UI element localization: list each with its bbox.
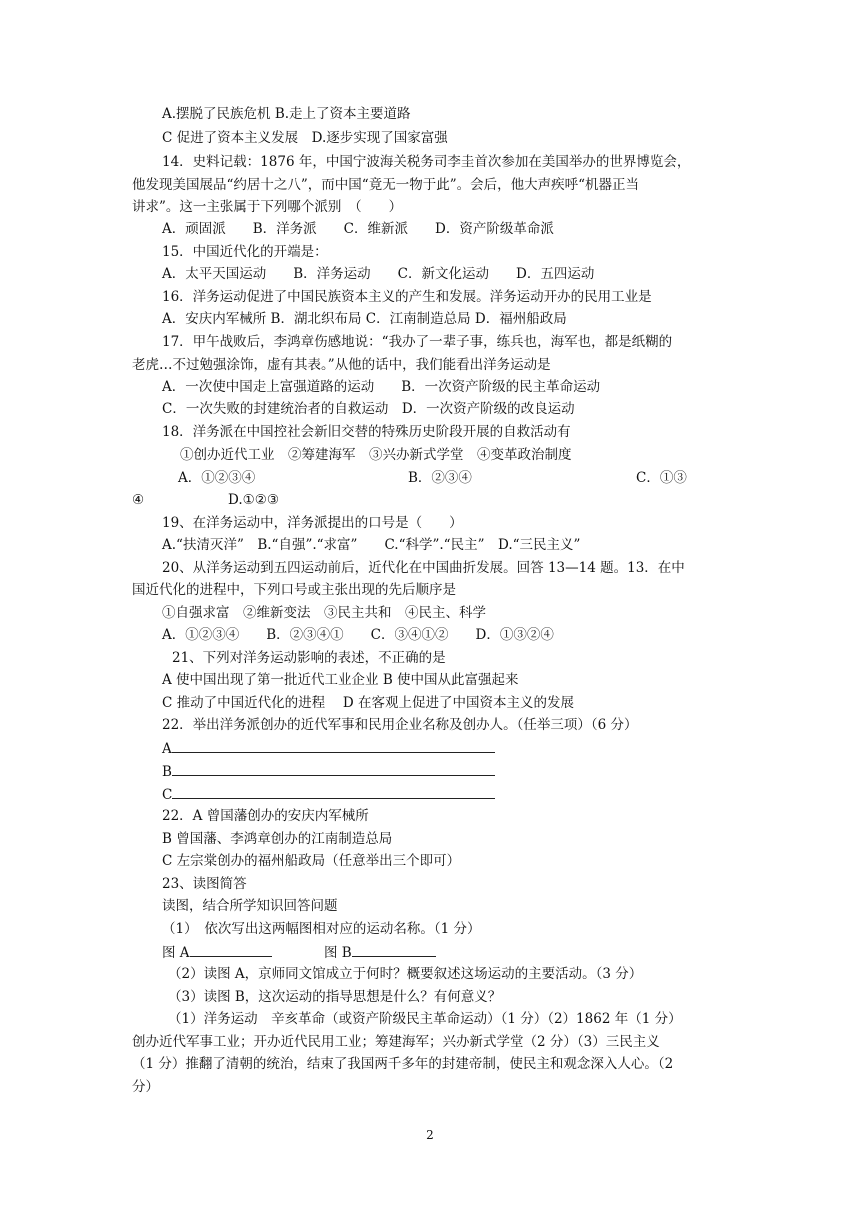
answer-blank-line xyxy=(190,942,272,957)
q18-option-a: A．①②③④ xyxy=(178,470,256,486)
q23-sub1: （1） 依次写出这两幅图相对应的运动名称。（1 分） xyxy=(162,921,481,937)
page-number: 2 xyxy=(426,1128,434,1142)
q13-options-cd: C 促进了资本主义发展 D.逐步实现了国家富强 xyxy=(162,130,448,146)
q22-answer-b: B 曾国藩、李鸿章创办的江南制造总局 xyxy=(162,831,393,847)
q14-line-3: 讲求”。这一主张属于下列哪个派别 （ ） xyxy=(132,199,403,215)
q14-line-2: 他发现美国展品“约居十之八”，而中国“竟无一物于此”。会后，他大声疾呼“机器正当 xyxy=(132,177,640,193)
q19-options: A.“扶清灭洋” B.“自强”.“求富” C.“科学”.“民主” D.“三民主义” xyxy=(162,537,581,553)
q21-stem: 21、下列对洋务运动影响的表述，不正确的是 xyxy=(172,650,446,666)
q22-blank-a: A xyxy=(162,738,495,759)
q17-options-cd: C．一次失败的封建统治者的自救运动 D．一次资产阶级的改良运动 xyxy=(162,401,575,417)
q23-figure-b-blank: 图 B xyxy=(324,942,436,963)
q18-option-c: C．①③ xyxy=(636,470,687,486)
q16-options: A．安庆内军械所 B．湖北织布局 C．江南制造总局 D．福州船政局 xyxy=(162,311,567,327)
q23-answer-line-2: 创办近代军事工业；开办近代民用工业；筹建海军；兴办新式学堂（2 分）（3）三民主义 xyxy=(132,1034,660,1050)
q18-option-c-wrap: ④ xyxy=(132,492,145,508)
q23-answer-line-4: 分） xyxy=(132,1079,159,1095)
q15-stem: 15．中国近代化的开端是： xyxy=(162,244,328,260)
q22-blank-b: B xyxy=(162,761,495,782)
q13-options-ab: A.摆脱了民族危机 B.走上了资本主要道路 xyxy=(162,106,411,122)
q22-answer-c: C 左宗棠创办的福州船政局（任意举出三个即可） xyxy=(162,853,461,869)
q23-answer-line-1: （1）洋务运动 辛亥革命（或资产阶级民主革命运动）（1 分）（2）1862 年（1 分） xyxy=(168,1011,682,1027)
q21-options-ab: A 使中国出现了第一批近代工业企业 B 使中国从此富强起来 xyxy=(162,672,519,688)
answer-blank-line xyxy=(172,784,495,799)
q17-line-2: 老虎…不过勉强涂饰，虚有其表。”从他的话中，我们能看出洋务运动是 xyxy=(132,357,551,373)
answer-blank-line xyxy=(352,942,436,957)
q20-line-2: 国近代化的进程中，下列口号或主张出现的先后顺序是 xyxy=(132,582,456,598)
q18-items: ①创办近代工业 ②筹建海军 ③兴办新式学堂 ④变革政治制度 xyxy=(180,447,572,463)
q14-line-1: 14．史料记载：1876 年，中国宁波海关税务司李圭首次参加在美国举办的世界博览会， xyxy=(162,154,691,170)
q23-figure-a-blank: 图 A xyxy=(162,942,272,963)
q16-stem: 16．洋务运动促进了中国民族资本主义的产生和发展。洋务运动开办的民用工业是 xyxy=(162,289,652,305)
q22-stem: 22．举出洋务派创办的近代军事和民用企业名称及创办人。（任举三项）（6 分） xyxy=(162,717,638,733)
q22-blank-c: C xyxy=(162,784,495,805)
q21-options-cd: C 推动了中国近代化的进程 D 在客观上促进了中国资本主义的发展 xyxy=(162,695,575,711)
q23-answer-line-3: （1 分）推翻了清朝的统治，结束了我国两千多年的封建帝制，使民主和观念深入人心。（2 xyxy=(132,1056,674,1072)
q18-option-b: B．②③④ xyxy=(408,470,472,486)
q18-option-d: D.①②③ xyxy=(228,492,279,508)
q22-answer-a: 22．A 曾国藩创办的安庆内军械所 xyxy=(162,808,369,824)
answer-blank-line xyxy=(172,761,495,776)
answer-blank-line xyxy=(172,738,495,753)
q20-items: ①自强求富 ②维新变法 ③民主共和 ④民主、科学 xyxy=(162,605,486,621)
q20-options: A．①②③④ B．②③④① C．③④①② D．①③②④ xyxy=(162,627,554,643)
q20-line-1: 20、从洋务运动到五四运动前后，近代化在中国曲折发展。回答 13—14 题。13．在中 xyxy=(162,560,685,576)
q23-instruction: 读图，结合所学知识回答问题 xyxy=(162,898,338,914)
q18-stem: 18．洋务派在中国控社会新旧交替的特殊历史阶段开展的自救活动有 xyxy=(162,424,571,440)
q19-stem: 19、在洋务运动中，洋务派提出的口号是（ ） xyxy=(162,515,463,531)
q23-sub2: （2）读图 A，京师同文馆成立于何时？概要叙述这场运动的主要活动。（3 分） xyxy=(168,966,643,982)
q23-title: 23、读图简答 xyxy=(162,876,247,892)
q14-options: A．顽固派 B．洋务派 C．维新派 D．资产阶级革命派 xyxy=(162,221,554,237)
q17-options-ab: A．一次使中国走上富强道路的运动 B．一次资产阶级的民主革命运动 xyxy=(162,379,601,395)
q17-line-1: 17．甲午战败后，李鸿章伤感地说：“我办了一辈子事，练兵也，海军也，都是纸糊的 xyxy=(162,334,673,350)
q23-sub3: （3）读图 B，这次运动的指导思想是什么？有何意义？ xyxy=(168,989,502,1005)
q15-options: A．太平天国运动 B．洋务运动 C．新文化运动 D．五四运动 xyxy=(162,266,595,282)
